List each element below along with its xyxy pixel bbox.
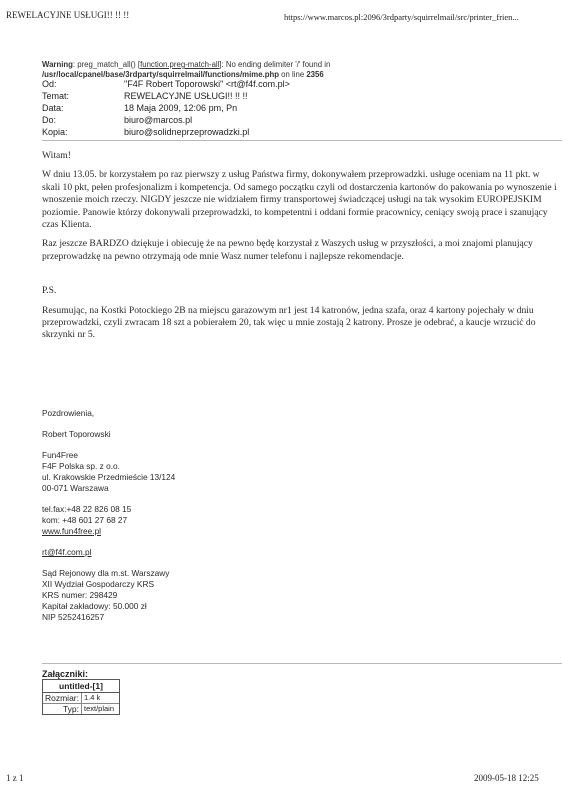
header-to-value: biuro@marcos.pl — [124, 115, 193, 125]
header-label: Data: — [42, 103, 64, 113]
message-body — [42, 150, 558, 349]
body-paragraph-2: Raz jeszcze BARDZO dziękuje i obiecuję że na pewno będę korzystał z Waszych usług w przyszłości, a moi znajomi planujący przeprowadzkę na pewno otrzymają ode mnie Wasz numer telefonu i najlepsze rekomendacje. — [42, 238, 533, 262]
company-street: ul. Krakowskie Przedmieście 13/124 — [42, 472, 176, 482]
warning-function-link[interactable]: function.preg-match-all — [140, 60, 220, 69]
company-city: 00-071 Warszawa — [42, 483, 109, 493]
mobile-phone: kom: +48 601 27 68 27 — [42, 515, 128, 525]
contact-info — [42, 504, 558, 537]
header-from-row — [42, 78, 562, 90]
attachment-name-link[interactable]: untitled-[1] — [43, 680, 119, 693]
header-label: Kopia: — [42, 127, 68, 137]
company-short-name: Fun4Free — [42, 450, 78, 460]
attachments-title: Załączniki: — [42, 669, 89, 679]
email-link[interactable]: rt@f4f.com.pl — [42, 547, 92, 557]
print-timestamp: 2009-05-18 12:25 — [474, 773, 539, 783]
header-from-value: "F4F Robert Toporowski" <rt@f4f.com.pl> — [124, 79, 290, 89]
attachment-type-row — [43, 704, 119, 714]
signature-block — [42, 408, 558, 633]
warning-path: /usr/local/cpanel/base/3rdparty/squirrelmail/functions/mime.php — [42, 69, 280, 79]
warning-text-post: on line — [279, 69, 307, 79]
attachment-type-value: text/plain — [81, 704, 119, 714]
court-department: XII Wydział Gospodarczy KRS — [42, 579, 154, 589]
header-divider — [42, 140, 562, 141]
warning-text-pre: : preg_match_all() [ — [72, 60, 141, 69]
header-label: Od: — [42, 79, 57, 89]
legal-info — [42, 568, 558, 623]
court-registry: Sąd Rejonowy dla m.st. Warszawy — [42, 568, 170, 578]
phone-fax: tel.fax:+48 22 826 08 15 — [42, 504, 132, 514]
header-to-row — [42, 114, 562, 126]
attachment-type-label: Typ: — [62, 704, 79, 714]
warning-text-mid: ]: No ending delimiter '/' found in — [219, 60, 331, 69]
nip-number: NIP 5252416257 — [42, 612, 105, 622]
header-subject-value: REWELACYJNE USŁUGI!! !! !! — [124, 91, 248, 101]
postscript-label: P.S. — [42, 285, 57, 297]
message-headers — [42, 78, 562, 138]
warning-label: Warning — [42, 60, 73, 69]
attachment-size-value: 1.4 k — [81, 693, 119, 703]
company-name: F4F Polska sp. z o.o. — [42, 461, 120, 471]
php-warning — [42, 60, 552, 79]
print-page-url: https://www.marcos.pl:2096/3rdparty/squirrelmail/src/printer_frien... — [284, 12, 519, 22]
krs-number: KRS numer: 298429 — [42, 590, 118, 600]
company-address — [42, 450, 558, 494]
attachment-size-label: Rozmiar: — [44, 693, 79, 703]
header-label: Do: — [42, 115, 57, 125]
closing: Pozdrowienia, — [42, 408, 95, 418]
attachment-table — [42, 679, 120, 715]
header-cc-value: biuro@solidneprzeprowadzki.pl — [124, 127, 250, 137]
warning-line-number: 2356 — [306, 69, 324, 79]
header-date-row — [42, 102, 562, 114]
print-page-title: REWELACYJNE USŁUGI!! !! !! — [6, 10, 130, 20]
website-link[interactable]: www.fun4free.pl — [42, 526, 102, 536]
header-label: Temat: — [42, 91, 70, 101]
attachment-size-row — [43, 693, 119, 704]
page-count: 1 z 1 — [6, 773, 24, 783]
sender-name: Robert Toporowski — [42, 429, 111, 439]
share-capital: Kapitał zakładowy: 50.000 zł — [42, 601, 147, 611]
body-paragraph-3: Resumując, na Kostki Potockiego 2B na miejscu garazowym nr1 jest 14 katronów, jedna szafa, oraz 4 kartony pojechały w dniu przeprowadzki, czyli zwracam 18 szt a pobierałem 20, tak więc u mnie zostają 2 katrony. Prosze je odebrać, a kaucje wrzucić do skrzynki nr 5. — [42, 304, 536, 341]
attachments-divider — [42, 663, 562, 664]
header-date-value: 18 Maja 2009, 12:06 pm, Pn — [124, 103, 238, 113]
header-subject-row — [42, 90, 562, 102]
body-paragraph-1: W dniu 13.05. br korzystałem po raz pierwszy z usług Państwa firmy, dokonywałem przeprowadzki. usługe oceniam na 11 pkt. w skali 10 pkt, pełen profesjonalizm i kompetencja. Od samego początku czyli od dostarczenia kartonów do pakowania po wynoszenie i wnoszenie moich rzeczy. NIGDY jeszcze nie widziałem firmy transportowej świadczącej usługi na tak wysokim EUROPEJSKIM poziomie. Panowie którzy dokonywali przeprowadzki, to kompetentni i oddani formie pracownicy, ceniący swoją prace i szanujący czas Klienta. — [42, 169, 557, 231]
greeting: Witam! — [42, 150, 71, 161]
header-cc-row — [42, 126, 562, 138]
